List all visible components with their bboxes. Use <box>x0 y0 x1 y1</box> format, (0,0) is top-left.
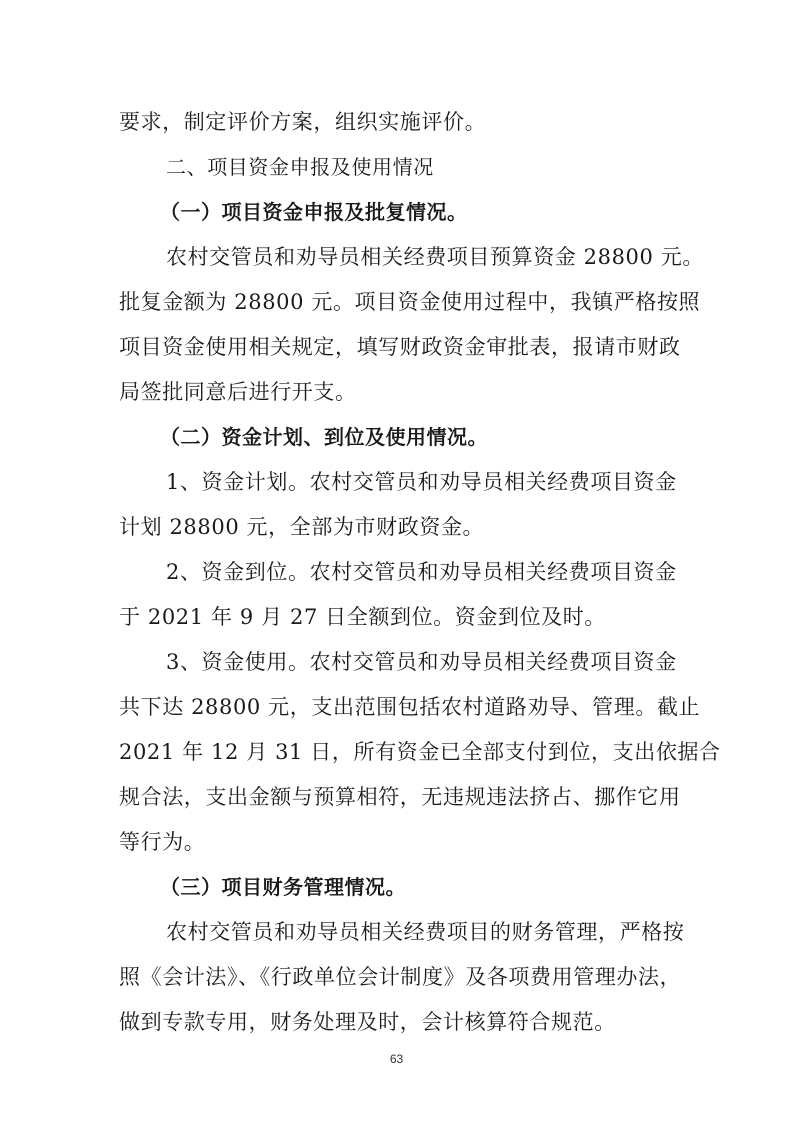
body-text-line: 1、资金计划。农村交管员和劝导员相关经费项目资金 <box>166 470 677 494</box>
body-text-line: 2021 年 12 月 31 日，所有资金已全部支付到位，支出依据合 <box>119 740 721 764</box>
body-text-line: 照《会计法》、《行政单位会计制度》及各项费用管理办法， <box>119 965 682 989</box>
body-text-line: 局签批同意后进行开支。 <box>119 380 357 404</box>
page-number: 63 <box>389 1052 404 1066</box>
body-text-line: 共下达 28800 元，支出范围包括农村道路劝导、管理。截止 <box>119 695 701 719</box>
body-text-line: 做到专款专用，财务处理及时，会计核算符合规范。 <box>119 1010 616 1034</box>
section-heading: 二、项目资金申报及使用情况 <box>166 155 434 179</box>
subsection-heading: （三）项目财务管理情况。 <box>160 875 406 899</box>
body-text-line: 规合法，支出金额与预算相符，无违规违法挤占、挪作它用 <box>119 785 681 809</box>
body-text-line: 2、资金到位。农村交管员和劝导员相关经费项目资金 <box>166 560 677 584</box>
body-text-line: 农村交管员和劝导员相关经费项目预算资金 28800 元。 <box>166 245 704 269</box>
body-text-line: 于 2021 年 9 月 27 日全额到位。资金到位及时。 <box>119 605 606 629</box>
subsection-heading: （二）资金计划、到位及使用情况。 <box>160 425 488 449</box>
body-text-line: 计划 28800 元，全部为市财政资金。 <box>119 515 485 539</box>
body-text-line: 3、资金使用。农村交管员和劝导员相关经费项目资金 <box>166 650 677 674</box>
body-text-line: 批复金额为 28800 元。项目资金使用过程中，我镇严格按照 <box>119 290 701 314</box>
subsection-heading: （一）项目资金申报及批复情况。 <box>160 200 468 224</box>
body-text-line: 项目资金使用相关规定，填写财政资金审批表，报请市财政 <box>119 335 681 359</box>
body-text-line: 农村交管员和劝导员相关经费项目的财务管理，严格按 <box>166 920 685 944</box>
body-text-line: 等行为。 <box>119 830 206 854</box>
body-text-line: 要求，制定评价方案，组织实施评价。 <box>119 110 487 134</box>
